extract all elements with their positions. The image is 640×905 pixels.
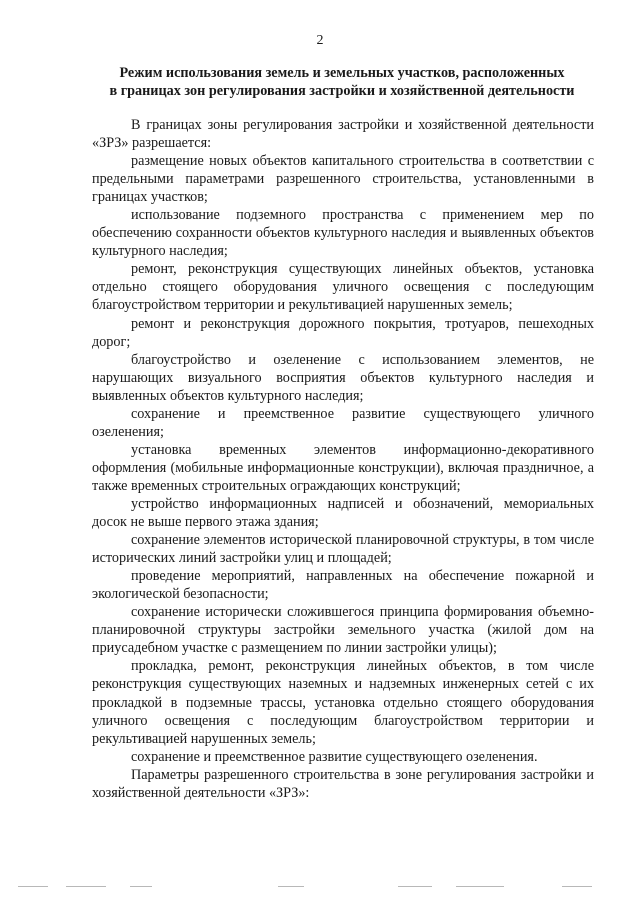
paragraph: ремонт и реконструкция дорожного покрытия, тротуаров, пешеходных дорог;: [92, 315, 594, 350]
paragraph: проведение мероприятий, направленных на обеспечение пожарной и экологической безопасности;: [92, 568, 594, 603]
section-title: [92, 64, 592, 100]
page-number: 2: [316, 33, 324, 48]
paragraph: сохранение исторически сложившегося принципа формирования объемно-планировочной структуры застройки земельного участка (жилой дом на приусадебном участке с размещением по линии застройки улицы);: [92, 604, 594, 657]
paragraph: сохранение и преемственное развитие существующего озеленения.: [131, 748, 538, 765]
paragraph: установка временных элементов информационно-декоративного оформления (мобильные информационные конструкции), включая праздничное, а также временных строительных ограждающих конструкций;: [92, 441, 594, 494]
section-title-line-2: в границах зон регулирования застройки и хозяйственной деятельности: [109, 83, 575, 99]
body-text: [92, 116, 594, 802]
paragraph: ремонт, реконструкция существующих линейных объектов, установка отдельно стоящего оборудования уличного освещения с последующим благоустройством территории и рекультивацией нарушенных земель;: [92, 261, 594, 314]
paragraph-parameters: Параметры разрешенного строительства в зоне регулирования застройки и хозяйственной деятельности «ЗРЗ»:: [92, 766, 594, 801]
paragraph: благоустройство и озеленение с использованием элементов, не нарушающих визуального восприятия объектов культурного наследия и выявленных объектов культурного наследия;: [92, 351, 594, 404]
paragraph: устройство информационных надписей и обозначений, мемориальных досок не выше первого этажа здания;: [92, 495, 594, 531]
scan-artifact-line: [0, 886, 640, 892]
paragraph: сохранение и преемственное развитие существующего уличного озеленения;: [92, 405, 594, 440]
section-title-line-1: Режим использования земель и земельных участков, расположенных: [119, 65, 565, 81]
paragraph: прокладка, ремонт, реконструкция линейных объектов, в том числе реконструкция существующих наземных и надземных инженерных сетей с их прокладкой в подземные трассы, установка отдельно стоящего оборудования уличного освещения с последующим благоустройством территории и рекультивацией нарушенных земель;: [92, 658, 594, 747]
paragraph: размещение новых объектов капитального строительства в соответствии с предельными параметрами разрешенного строительства, установленными в границах участков;: [92, 153, 594, 206]
paragraph-intro: В границах зоны регулирования застройки и хозяйственной деятельности «ЗРЗ» разрешается:: [92, 117, 594, 152]
paragraph: использование подземного пространства с применением мер по обеспечению сохранности объектов культурного наследия и выявленных объектов культурного наследия;: [92, 207, 594, 260]
paragraph: сохранение элементов исторической планировочной структуры, в том числе исторических линий застройки улиц и площадей;: [92, 532, 594, 567]
